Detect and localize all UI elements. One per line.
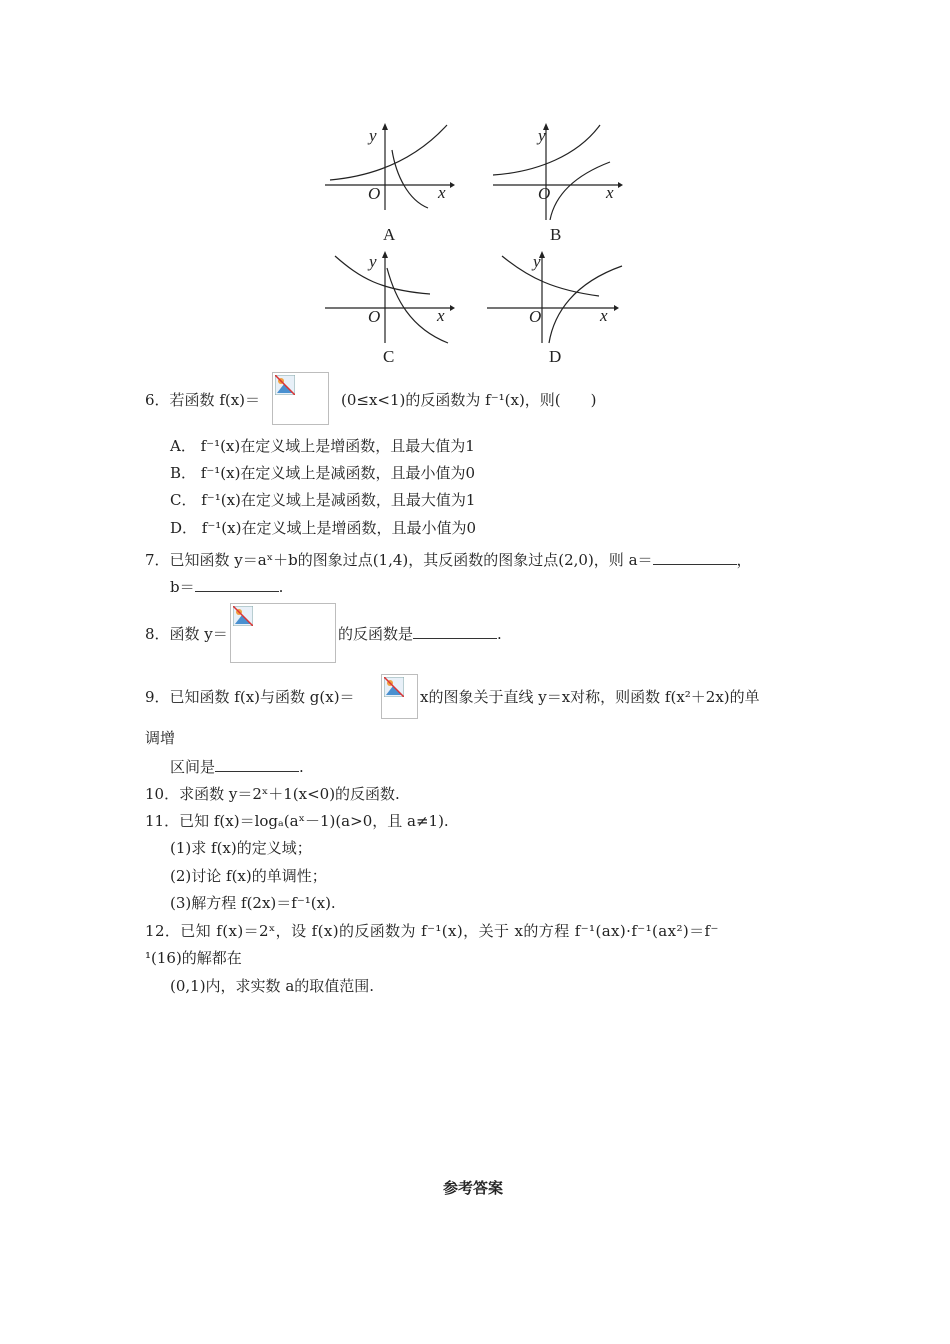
q7-answer-b-blank[interactable] (195, 577, 279, 592)
graph-d (484, 248, 624, 348)
graph-c-x-label: x (437, 306, 445, 325)
q9-line2: 调增 (145, 729, 176, 747)
q8-prefix: 8．函数 y＝ (145, 625, 228, 643)
graph-a-y-label: y (369, 126, 377, 145)
q6-condition: (0≤x<1)的反函数为 f⁻¹(x)，则( ) (341, 391, 597, 409)
q6-formula-image (272, 372, 329, 425)
q8-suffix (338, 624, 502, 644)
graph-c-origin: O (368, 307, 381, 326)
q11-part-1: (1)求 f(x)的定义域； (170, 839, 312, 857)
q11-part-2: (2)讨论 f(x)的单调性； (170, 867, 327, 885)
q7-b-label: b＝ (170, 578, 195, 596)
graph-a (320, 120, 455, 210)
graph-a-x-label: x (438, 183, 446, 202)
q6-option-b: B． f⁻¹(x)在定义域上是减函数，且最小值为0 (170, 464, 475, 482)
q6-func: f(x)＝ (219, 391, 261, 409)
q8-formula-image (230, 603, 336, 663)
graph-c (320, 248, 455, 348)
q10: 10．求函数 y＝2ˣ＋1(x<0)的反函数. (145, 785, 400, 803)
q9-suffix: x的图象关于直线 y＝x对称，则函数 f(x²＋2x)的单 (420, 688, 760, 706)
q6-prefix: 6．若函数 (145, 391, 220, 409)
broken-image-icon (275, 375, 295, 395)
broken-image-icon (233, 606, 253, 626)
graph-a-origin: O (368, 184, 381, 203)
q8-suffix-text: 的反函数是 (338, 625, 414, 643)
answers-heading: 参考答案 (443, 1179, 504, 1197)
graph-b-x-label: x (606, 183, 614, 202)
q9-prefix: 9．已知函数 f(x)与函数 g(x)＝ (145, 688, 355, 706)
q6-option-c: C． f⁻¹(x)在定义域上是减函数，且最大值为1 (170, 491, 476, 509)
q9-formula-image (381, 674, 418, 719)
q9-line3-text: 区间是 (170, 758, 216, 776)
graph-d-caption: D (549, 347, 562, 366)
q9-period: . (299, 758, 304, 776)
graph-b-y-label: y (538, 126, 546, 145)
graph-b-origin: O (538, 184, 551, 203)
q12-line1: 12．已知 f(x)＝2ˣ，设 f(x)的反函数为 f⁻¹(x)，关于 x的方程 f⁻¹(ax)·f⁻¹(ax²)＝f⁻ (145, 922, 719, 940)
graph-d-x-label: x (600, 306, 608, 325)
graph-c-caption: C (383, 347, 395, 366)
q7-line2 (170, 577, 283, 597)
graph-b (488, 120, 623, 220)
q11-part-3: (3)解方程 f(2x)＝f⁻¹(x). (170, 894, 336, 912)
q8-period: . (497, 625, 502, 643)
q6-option-a: A． f⁻¹(x)在定义域上是增函数，且最大值为1 (170, 437, 475, 455)
q8-answer-blank[interactable] (413, 624, 497, 639)
q9-line3 (170, 757, 304, 777)
graph-d-y-label: y (533, 252, 541, 271)
q12-line2: ¹(16)的解都在 (145, 949, 242, 967)
q7-comma: ， (736, 551, 752, 569)
graph-b-caption: B (550, 225, 562, 244)
graph-c-y-label: y (369, 252, 377, 271)
q12-line3: (0,1)内，求实数 a的取值范围. (170, 977, 375, 995)
graph-a-caption: A (383, 225, 396, 244)
q7-answer-a-blank[interactable] (653, 550, 737, 565)
q11-stem: 11．已知 f(x)＝logₐ(aˣ－1)(a>0，且 a≠1). (145, 812, 449, 830)
q7-line1 (145, 550, 752, 570)
q6-stem-a (145, 390, 260, 410)
q7-period: . (278, 578, 284, 596)
q6-option-d: D． f⁻¹(x)在定义域上是增函数，且最小值为0 (170, 519, 476, 537)
q7-stem: 7．已知函数 y＝aˣ＋b的图象过点(1,4)，其反函数的图象过点(2,0)，则 a＝ (145, 551, 653, 569)
graph-d-origin: O (529, 307, 542, 326)
q9-answer-blank[interactable] (215, 757, 299, 772)
broken-image-icon (384, 677, 404, 697)
